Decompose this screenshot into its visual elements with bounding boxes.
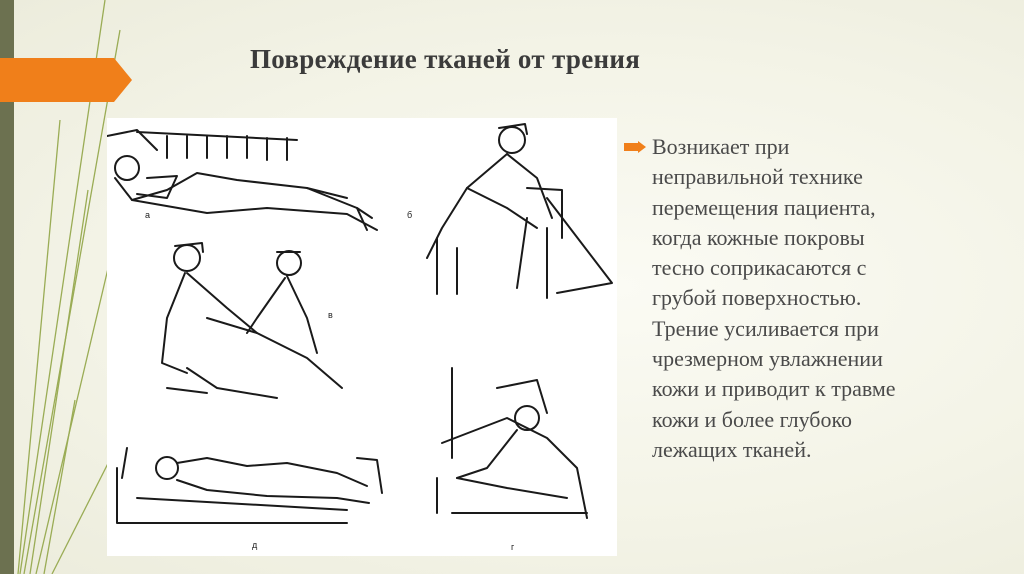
bullet-text: Возникает при неправильной технике перемещения пациента, когда кожные покровы тесно соприкасаются с грубой поверхностью. Трение усиливается при чрезмерном увлажнении кожи и приводит к травме кожи и более глубоко лежащих тканей.	[652, 134, 896, 462]
label-g: г	[511, 542, 515, 552]
label-b: б	[407, 210, 413, 220]
label-a: а	[145, 210, 151, 220]
arrow-bullet-icon	[624, 141, 646, 153]
title-accent-arrow	[0, 58, 132, 102]
label-d: д	[252, 540, 258, 550]
slide-title: Повреждение тканей от трения	[250, 44, 641, 74]
label-v: в	[328, 310, 333, 320]
patient-moving-illustration	[107, 118, 617, 556]
illustration-panel	[107, 118, 617, 556]
